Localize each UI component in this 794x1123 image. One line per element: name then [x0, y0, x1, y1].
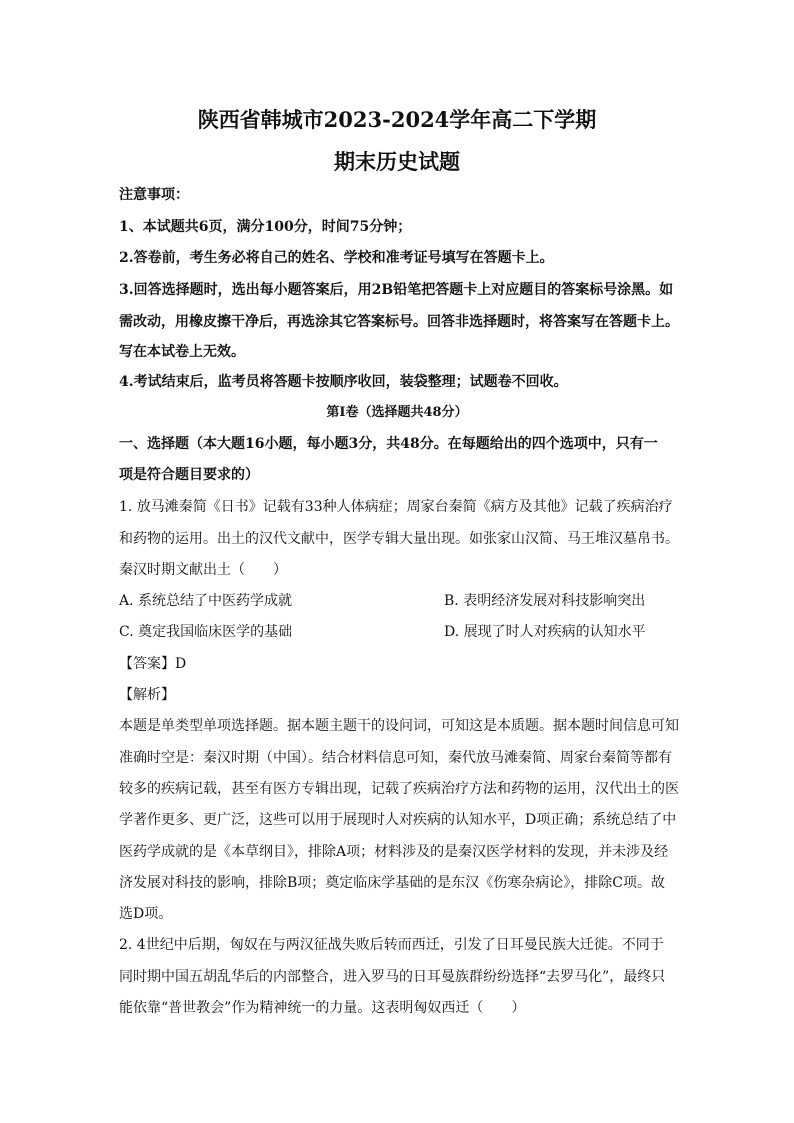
question-1-stem: 和药物的运用。出土的汉代文献中，医学专辑大量出现。如张家山汉简、马王堆汉墓帛书。: [119, 531, 679, 547]
note-item: 4.考试结束后，监考员将答题卡按顺序收回，装袋整理；试题卷不回收。: [119, 374, 568, 390]
note-item: 写在本试卷上无效。: [119, 344, 245, 360]
document-title-line2: 期末历史试题: [334, 149, 460, 174]
question-1-stem: 秦汉时期文献出土（ ）: [119, 562, 287, 578]
option-b: B. 表明经济发展对科技影响突出: [444, 593, 646, 609]
analysis-line: 较多的疾病记载，甚至有医方专辑出现，记载了疾病治疗方法和药物的运用，汉代出土的医: [119, 781, 679, 797]
question-1-stem: 1. 放马滩秦简《日书》记载有33种人体病症；周家台秦简《病方及其他》记载了疾病治疗: [119, 499, 673, 515]
part-heading: 项是符合题目要求的）: [119, 467, 259, 483]
analysis-line: 学著作更多、更广泛，这些可以用于展现时人对疾病的认知水平，D项正确；系统总结了中: [119, 812, 677, 828]
note-item: 1、本试题共6页，满分100分，时间75分钟；: [119, 219, 412, 235]
part-heading: 一、选择题（本大题16小题，每小题3分，共48分。在每题给出的四个选项中，只有一: [119, 436, 658, 452]
question-2-stem: 2. 4世纪中后期，匈奴在与两汉征战失败后转而西迁，引发了日耳曼民族大迁徙。不同于: [119, 937, 664, 953]
analysis-line: 选D项。: [119, 906, 173, 922]
note-item: 3.回答选择题时，选出每小题答案后，用2B铅笔把答题卡上对应题目的答案标号涂黑。如: [119, 282, 674, 298]
analysis-line: 济发展对科技的影响，排除B项；奠定临床学基础的是东汉《伤寒杂病论》，排除C项。故: [119, 875, 665, 891]
section-title: 第Ⅰ卷（选择题共48分）: [326, 405, 468, 420]
notes-heading: 注意事项：: [119, 187, 189, 203]
question-2-stem: 能依靠“普世教会”作为精神统一的力量。这表明匈奴西迁（ ）: [119, 1000, 526, 1016]
analysis-line: 医药学成就的是《本草纲目》，排除A项；材料涉及的是秦汉医学材料的发现，并未涉及经: [119, 844, 669, 860]
analysis-line: 准确时空是：秦汉时期（中国）。结合材料信息可知，秦代放马滩秦简、周家台秦简等都有: [119, 750, 672, 766]
answer: 【答案】D: [119, 656, 187, 672]
question-2-stem: 同时期中国五胡乱华后的内部整合，进入罗马的日耳曼族群纷纷选择“去罗马化”，最终只: [119, 969, 666, 985]
option-a: A. 系统总结了中医药学成就: [119, 593, 293, 609]
note-item: 需改动，用橡皮擦干净后，再选涂其它答案标号。回答非选择题时，将答案写在答题卡上。: [119, 314, 679, 330]
analysis-line: 本题是单类型单项选择题。据本题主题干的设问词，可知这是本质题。据本题时间信息可知: [119, 718, 679, 734]
option-d: D. 展现了时人对疾病的认知水平: [444, 624, 646, 640]
option-c: C. 奠定我国临床医学的基础: [119, 624, 293, 640]
note-item: 2.答卷前，考生务必将自己的姓名、学校和准考证号填写在答题卡上。: [119, 250, 554, 266]
analysis-label: 【解析】: [119, 687, 175, 703]
document-title-line1: 陕西省韩城市2023-2024学年高二下学期: [197, 107, 597, 132]
